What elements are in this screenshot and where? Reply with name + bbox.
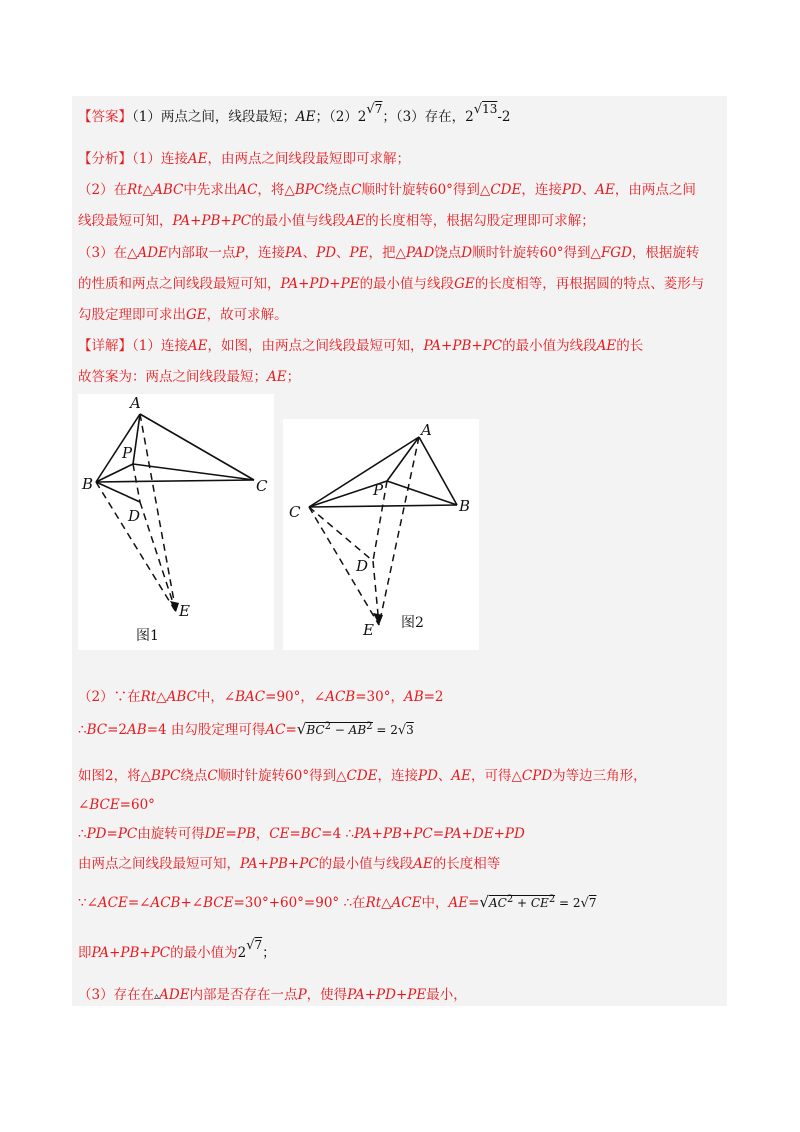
- figure-2-label-a: A: [421, 421, 432, 439]
- detail-line-2: 故答案为：两点之间线段最短；AE；: [78, 369, 301, 385]
- analysis-line-6: 勾股定理即可求出GE，故可求解。: [78, 307, 288, 323]
- analysis-line-3: 线段最短可知，PA+PB+PC的最小值与线段AE的长度相等，根据勾股定理即可求解；: [78, 213, 595, 229]
- small-triangle-icon: ▵: [154, 991, 160, 1002]
- figure-2: [283, 419, 479, 650]
- radical-bc-ab: $√BC^2 - AB^2 = 2√3$: [296, 720, 414, 738]
- figure-2-label-e: E: [363, 621, 374, 639]
- detail-tag: 【详解】: [78, 338, 132, 354]
- step-line-8: 即PA+PB+PC的最小值为2√7；: [78, 938, 276, 961]
- radical-ac-ce: $√AC^2 + CE^2 = 2√7$: [479, 893, 597, 911]
- figure-1: [78, 394, 274, 650]
- figure-1-label-b: B: [82, 475, 94, 493]
- figure-2-label-c: C: [289, 503, 301, 521]
- analysis-line-4: （3）在△ADE内部取一点P，连接PA、PD、PE，把△PAD饶点D顺时针旋转60°得到△FGD，根据旋转: [78, 245, 700, 261]
- step-line-3: 如图2，将△BPC绕点C顺时针旋转60°得到△CDE，连接PD、AE，可得△CPD为等边三角形，: [78, 768, 647, 784]
- step-line-4: ∠BCE=60°: [78, 797, 155, 813]
- figure-2-label-b: B: [459, 497, 471, 515]
- figure-1-diagram: [78, 394, 274, 650]
- detail-line-1: 【详解】（1）连接AE，如图，由两点之间线段最短可知，PA+PB+PC的最小值为线段AE的长: [78, 338, 644, 354]
- figure-2-caption: 图2: [401, 615, 424, 631]
- figure-1-label-d: D: [128, 507, 141, 525]
- figure-1-caption: 图1: [136, 628, 159, 644]
- step-line-6: 由两点之间线段最短可知，PA+PB+PC的最小值与线段AE的长度相等: [78, 856, 501, 872]
- figure-2-diagram: [283, 419, 479, 650]
- step-line-2: ∴BC=2AB=4 由勾股定理可得$AC=√BC^2 - AB^2 = 2√3$: [78, 720, 414, 738]
- figure-1-label-c: C: [256, 477, 268, 495]
- figure-1-label-p: P: [122, 444, 133, 462]
- step-line-9: （3）存在在▵ADE内部是否存在一点P，使得PA+PD+PE最小，: [78, 987, 467, 1003]
- step-line-7: ∵∠ACE=∠ACB+∠BCE=30°+60°=90° ∴在Rt△ACE中，$AE=√AC^2 + CE^2 = 2√7$: [78, 893, 597, 911]
- step-line-5: ∴PD=PC由旋转可得DE=PB，CE=BC=4 ∴PA+PB+PC=PA+DE+PD: [78, 826, 525, 842]
- figure-2-label-d: D: [356, 557, 369, 575]
- figure-2-label-p: P: [373, 481, 384, 499]
- analysis-tag: 【分析】: [78, 151, 132, 167]
- answer-line: 【答案】（1）两点之间，线段最短；AE；（2）2√7；（3）存在，2√13-2: [78, 102, 511, 125]
- analysis-line-2: （2）在Rt△ABC中先求出AC，将△BPC绕点C顺时针旋转60°得到△CDE，连接PD、AE，由两点之间: [78, 182, 696, 198]
- analysis-line-5: 的性质和两点之间线段最短可知，PA+PD+PE的最小值与线段GE的长度相等，再根据圆的特点、菱形与: [78, 276, 705, 292]
- figure-1-label-e: E: [179, 602, 190, 620]
- answer-tag: 【答案】: [78, 109, 132, 125]
- analysis-line-1: 【分析】（1）连接AE，由两点之间线段最短即可求解；: [78, 151, 410, 167]
- figure-1-label-a: A: [130, 394, 141, 412]
- step-line-1: （2）∵在Rt△ABC中，∠BAC=90°，∠ACB=30°，AB=2: [78, 689, 444, 705]
